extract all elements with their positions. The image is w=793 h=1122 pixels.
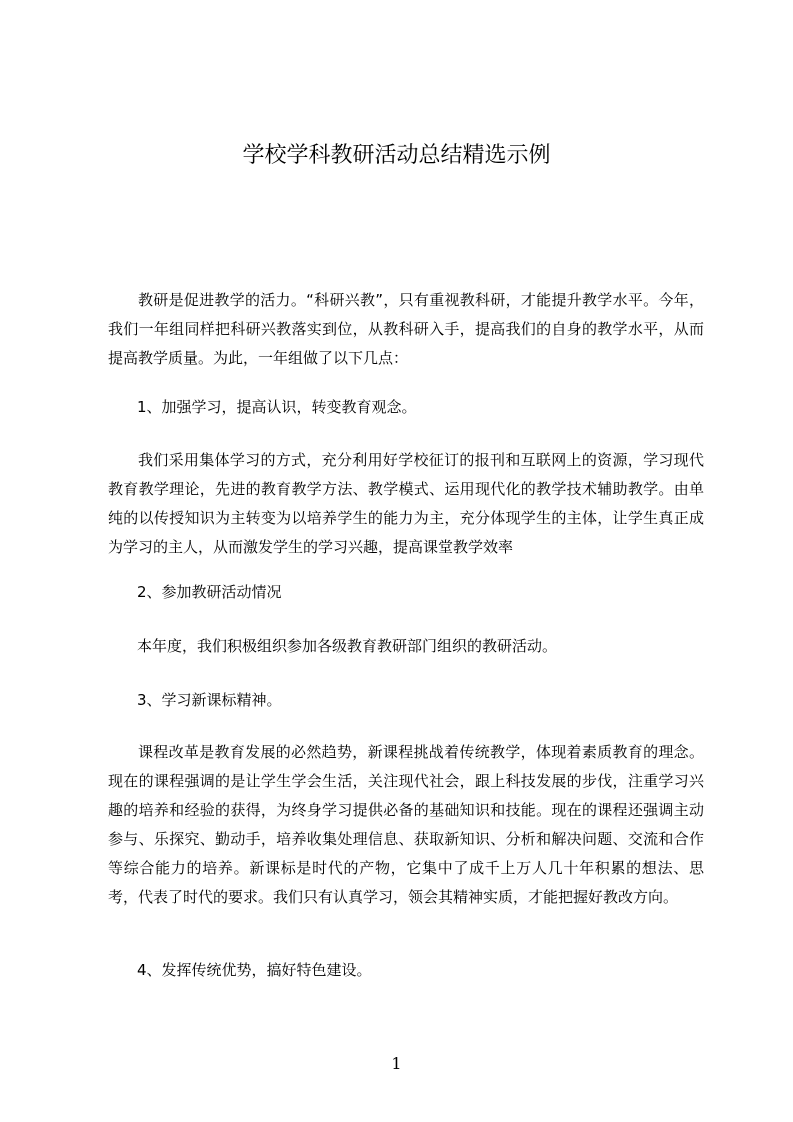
section-4-heading: 4、发挥传统优势，搞好特色建设。 bbox=[137, 961, 372, 979]
section-2-heading: 2、参加教研活动情况 bbox=[137, 583, 282, 601]
intro-paragraph: 教研是促进教学的活力。“科研兴教”，只有重视教科研，才能提升教学水平。今年，我们一年组同样把科研兴教落实到位，从教科研入手，提高我们的自身的教学水平，从而提高教学质量。为此，一年组做了以下几点： bbox=[108, 291, 704, 367]
section-2-body: 本年度，我们积极组织参加各级教育教研部门组织的教研活动。 bbox=[137, 637, 558, 655]
section-1-body: 我们采用集体学习的方式，充分利用好学校征订的报刊和互联网上的资源，学习现代教育教学理论，先进的教育教学方法、教学模式、运用现代化的教学技术辅助教学。由单纯的以传授知识为主转变为以培养学生的能力为主，充分体现学生的主体，让学生真正成为学习的主人，从而激发学生的学习兴趣，提高课堂教学效率 bbox=[108, 451, 704, 556]
page-number: 1 bbox=[391, 1054, 402, 1073]
section-3-heading: 3、学习新课标精神。 bbox=[137, 691, 282, 709]
document-title: 学校学科教研活动总结精选示例 bbox=[242, 143, 551, 168]
section-3-body: 课程改革是教育发展的必然趋势，新课程挑战着传统教学，体现着素质教育的理念。现在的课程强调的是让学生学会生活，关注现代社会，跟上科技发展的步伐，注重学习兴趣的培养和经验的获得，为终身学习提供必备的基础知识和技能。现在的课程还强调主动参与、乐探究、勤动手，培养收集处理信息、获取新知识、分析和解决问题、交流和合作等综合能力的培养。新课标是时代的产物，它集中了成千上万人几十年积累的想法、思考，代表了时代的要求。我们只有认真学习，领会其精神实质，才能把握好教改方向。 bbox=[108, 743, 704, 906]
section-1-heading: 1、加强学习，提高认识，转变教育观念。 bbox=[137, 398, 417, 416]
